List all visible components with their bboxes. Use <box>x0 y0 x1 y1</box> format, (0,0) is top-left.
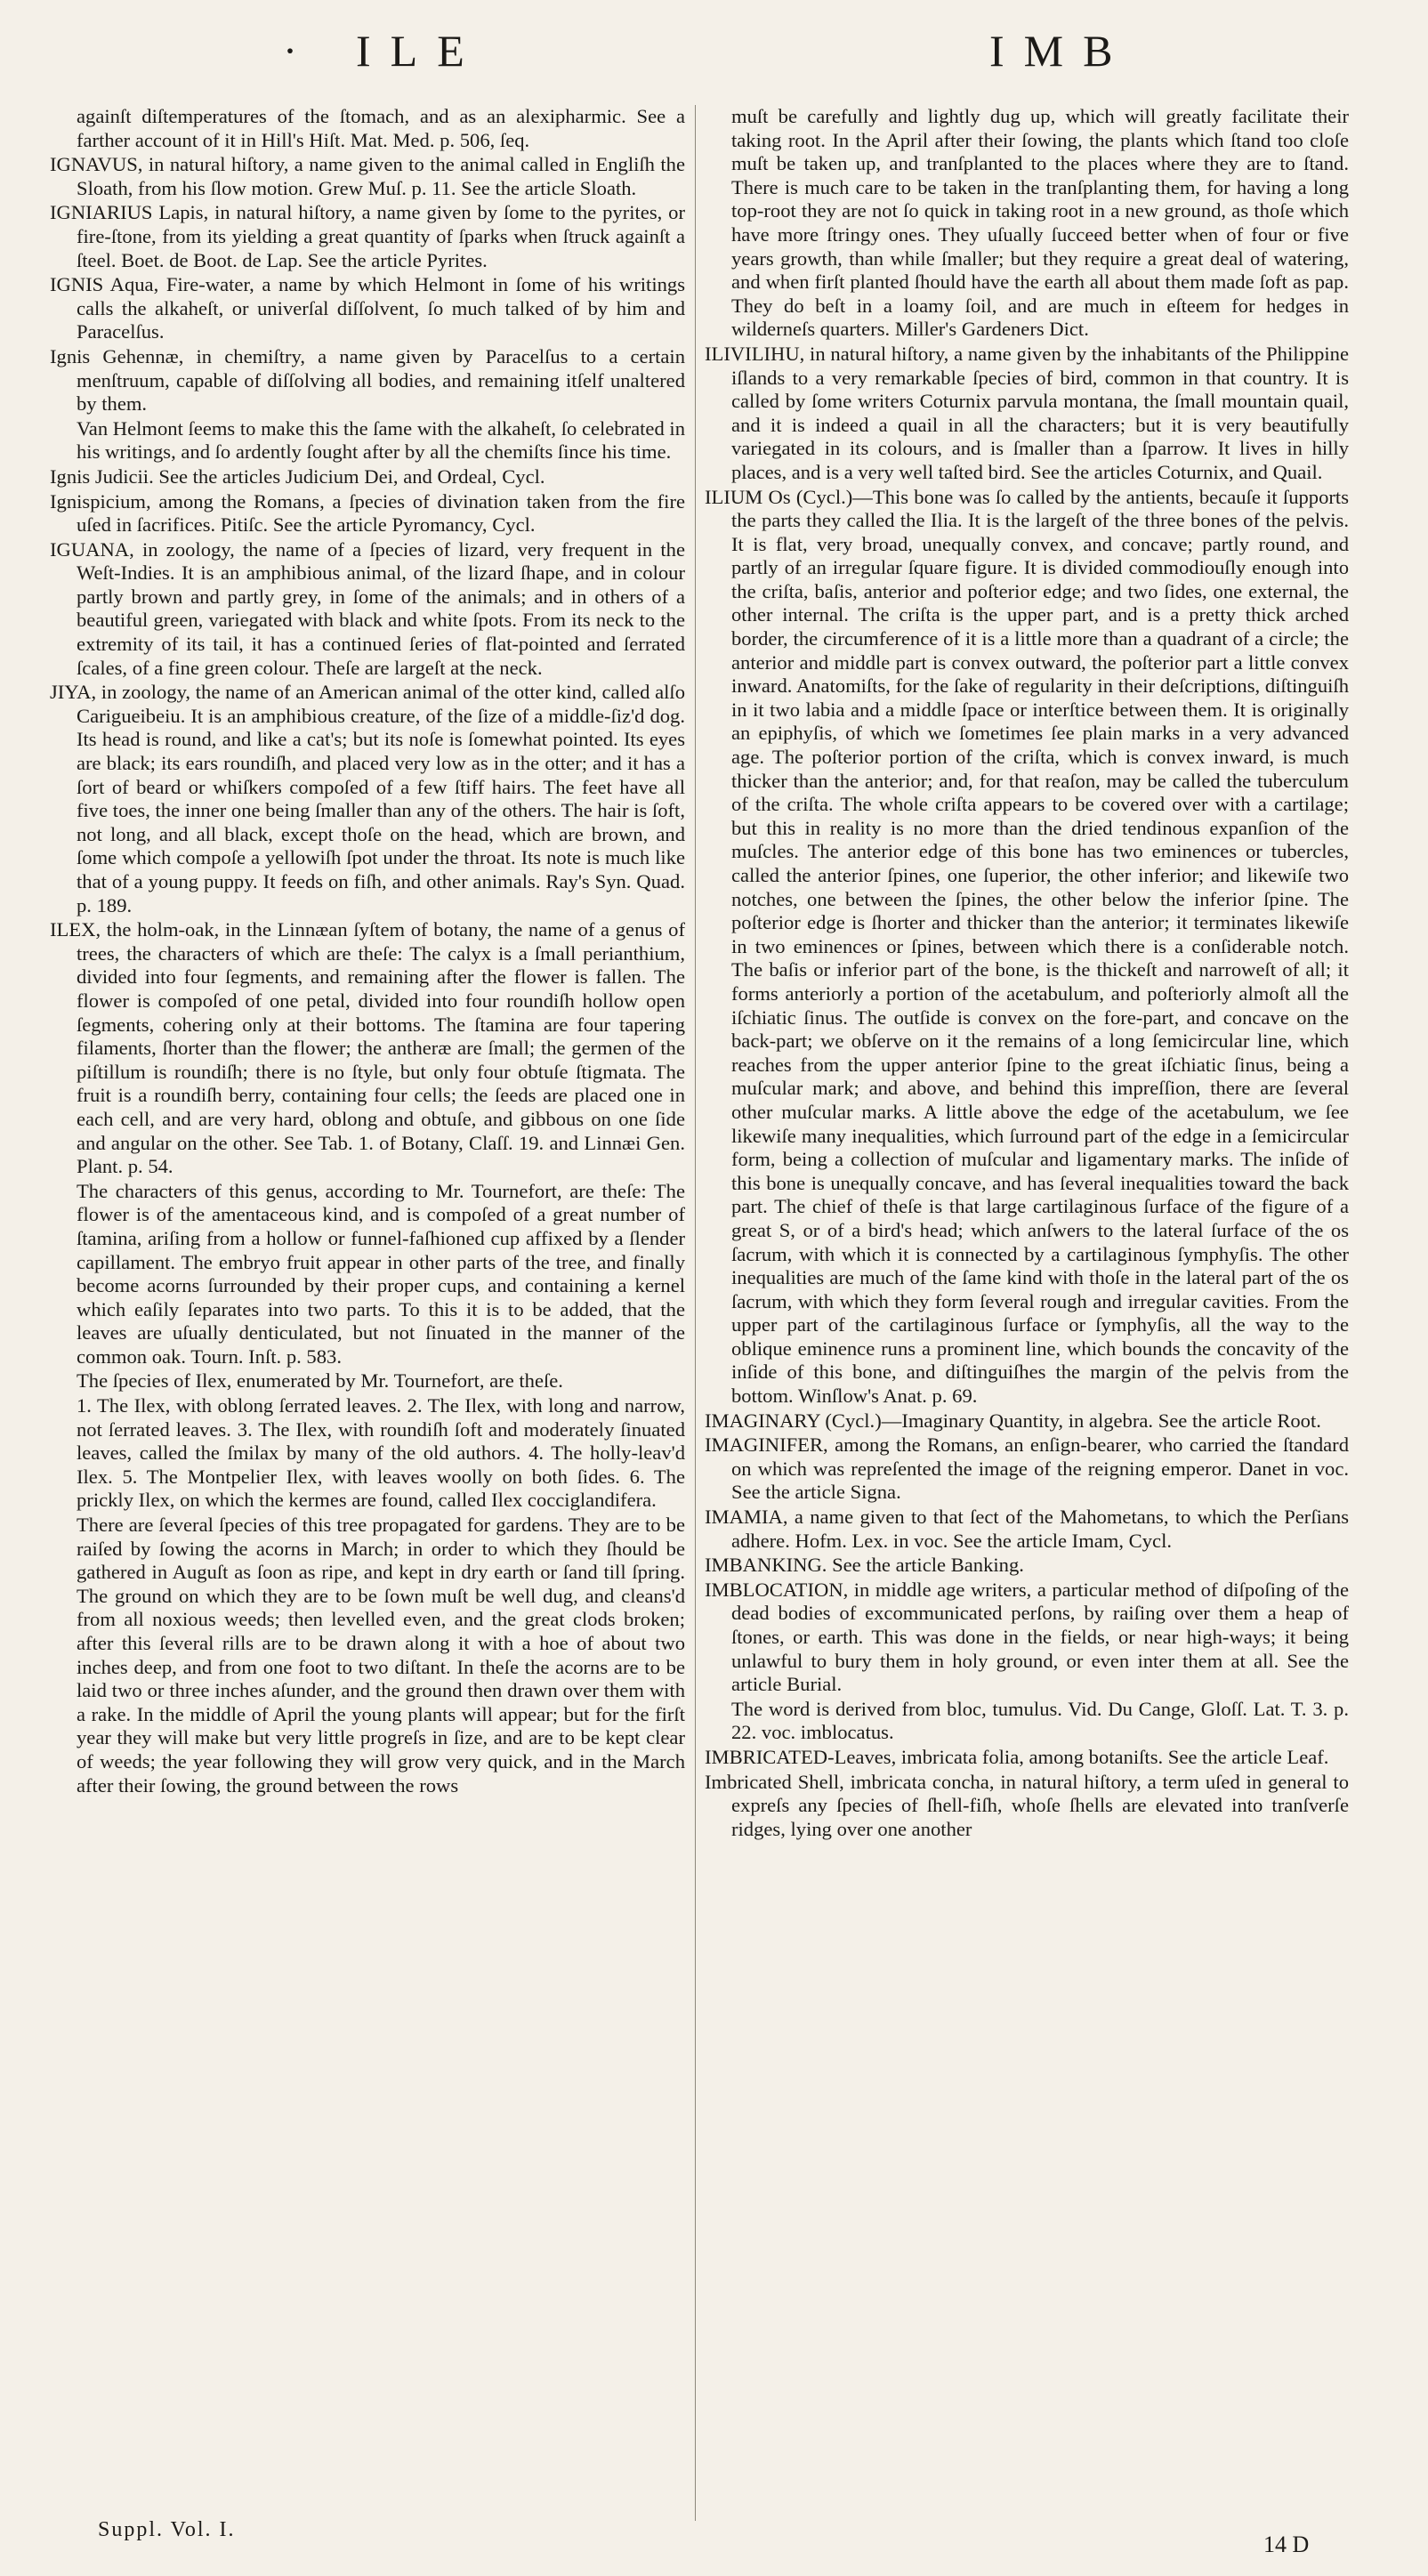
dictionary-entry: Ignis Judicii. See the articles Judicium Dei, and Ordeal, Cycl. <box>50 464 545 488</box>
dictionary-entry: IMAMIA, a name given to that ſect of the Mahometans, to which the Perſians adhere. Hofm. Lex. in voc. See the article Imam, Cycl. <box>705 1506 1349 1552</box>
dictionary-entry: ILIUM Os (Cycl.)—This bone was ſo called by the antients, becauſe it ſupports the parts they called the Ilia. It is the largeſt of the three bones of the pelvis. It is flat, very broad, unequally convex, and concave; partly round, and partly of an irregular ſquare figure. It is divided commodiouſly enough into the criſta, baſis, anterior and poſterior edge; and two ſides, one external, the other internal. The criſta is the upper part, and is a pretty thick arched border, the circumference of it is a little more than a quadrant of a circle; the anterior and middle part is convex outward, the poſterior part a little convex inward. Anatomiſts, for the ſake of regularity in their deſcriptions, diſtinguiſh in it two labia and a middle ſpace or interſtice between them. It is originally an epiphyſis, of which we ſometimes ſee plain marks in a very advanced age. The poſterior portion of the criſta, which is convex inward, is much thicker than the anterior; and, for that reaſon, may be called the tuberculum of the criſta. The whole criſta appears to be covered over with a cartilage; but this in reality is no more than the dried tendinous expanſion of the muſcles. The anterior edge of this bone has two eminences or tubercles, called the anterior ſpines, one ſuperior, the other inferior; and likewiſe two notches, one between the ſpines, the other below the inferior ſpine. The poſterior edge is ſhorter and thicker than the anterior; it terminates likewiſe in two eminences or ſpines, between which there is a conſiderable notch. The baſis or inferior part of the bone, is the thickeſt and narroweſt of all; it forms anteriorly a portion of the acetabulum, and poſteriorly almoſt all the iſchiatic ſinus. The outſide is convex on the fore-part, and concave on the back-part; we obſerve on it the remains of a long ſemicircular line, which reaches from the upper anterior ſpine to the great iſchiatic ſinus, being a muſcular mark; and above, and behind this impreſſion, there are ſeveral other muſcular marks. A little above the edge of the acetabulum, we ſee likewiſe many inequalities, which ſurround part of the edge in a ſemicircular form, being a collection of muſcular and ligamentary marks. The inſide of this bone is unequally concave, and has ſeveral inequalities toward the back part. The chief of theſe is that large cartilaginous ſurface of the figure of a great S, or of a bird's head; which anſwers to the lateral ſurface of the os ſacrum, with which it is connected by a cartilaginous ſymphyſis. The other inequalities are much of the ſame kind with thoſe in the lateral part of the os ſacrum, with which they form ſeveral rough and irregular cavities. From the upper part of the cartilaginous ſurface or ſymphyſis, all the way to the oblique eminence runs a prominent line, which bounds the concavity of the inſide of this bone, and diſtinguiſhes the margin of the pelvis from the bottom. Winſlow's Anat. p. 69. <box>705 485 1349 1408</box>
dictionary-entry: IMBRICATED-Leaves, imbricata folia, among botaniſts. See the article Leaf. <box>705 1745 1329 1768</box>
running-head-right: IMB <box>989 26 1133 76</box>
dictionary-entry: Ignispicium, among the Romans, a ſpecies of divination taken from the fire uſed in ſacrifices. Pitiſc. See the article Pyromancy, Cycl. <box>50 489 685 537</box>
entry-paragraph: 1. The Ilex, with oblong ſerrated leaves. 2. The Ilex, with long and narrow, not ſerrated leaves. 3. The Ilex, with roundiſh ſoft and moderately ſinuated leaves, called the ſmilax by many of the old authors. 4. The holly-leav'd Ilex. 5. The Montpelier Ilex, with leaves woolly on both ſides. 6. The prickly Ilex, on which the kermes are found, called Ilex cocciglandifera. <box>77 1394 685 1512</box>
entry-paragraph: muſt be carefully and lightly dug up, which will greatly facilitate their taking root. In the April after their ſowing, the plants which ſtand too cloſe muſt be taken up, and tranſplanted to the places where they are to ſtand. There is much care to be taken in the tranſplanting them, for having a long top-root they are not ſo quick in taking root in a new ground, as thoſe which have more ſtringy ones. They uſually ſucceed better when of four or five years growth, than while ſmaller; but they require a great deal of watering, and when firſt planted ſhould have the earth all about them made ſoft as pap. They do beſt in a loamy ſoil, and are much in eſteem for hedges in wilderneſs quarters. Miller's Gardeners Dict. <box>731 105 1349 341</box>
dictionary-entry: IMBANKING. See the article Banking. <box>705 1554 1024 1577</box>
entry-paragraph: The characters of this genus, according to Mr. Tournefort, are theſe: The flower is of the amentaceous kind, and is compoſed of a great number of ſtamina, ariſing from a hollow or funnel-faſhioned cup affixed by a ſlender capillament. The embryo fruit appear in other parts of the tree, and finally become acorns ſurrounded by their proper cups, and containing a kernel which eaſily ſeparates into two parts. To this it is to be added, that the leaves are uſually denticulated, but not ſinuated in the manner of the common oak. Tourn. Inſt. p. 583. <box>77 1179 685 1368</box>
dictionary-entry: IGUANA, in zoology, the name of a ſpecies of lizard, very frequent in the Weſt-Indies. It is an amphibious animal, of the lizard ſhape, and in colour partly brown and partly grey, in ſome of the animals; and in others of a beautiful green, variegated with black and white ſpots. From its neck to the extremity of its tail, it has a continued ſeries of flat-pointed and ſerrated ſcales, of a fine green colour. Theſe are largeſt at the neck. <box>50 537 685 679</box>
entry-paragraph: The ſpecies of Ilex, enumerated by Mr. Tournefort, are theſe. <box>77 1369 563 1393</box>
dictionary-entry: IMAGINIFER, among the Romans, an enſign-bearer, who carried the ſtandard on which was repreſented the image of the reigning emperor. Danet in voc. See the article Signa. <box>705 1433 1349 1504</box>
dictionary-entry: JIYA, in zoology, the name of an American animal of the otter kind, called alſo Carigueibeiu. It is an amphibious creature, of the ſize of a middle-ſiz'd dog. Its head is round, and like a cat's; but its noſe is ſomewhat pointed. Its eyes are black; its ears roundiſh, and placed very low as in the otter; and it has a ſort of beard or whiſkers compoſed of a few ſtiff hairs. The feet have all five toes, the inner one being ſmaller than any of the others. The hair is ſoft, not long, and all black, except thoſe on the head, which are brown, and ſome which compoſe a yellowiſh ſpot under the throat. Its note is much like that of a young puppy. It feeds on fiſh, and other animals. Ray's Syn. Quad. p. 189. <box>50 681 685 917</box>
dictionary-entry: Imbricated Shell, imbricata concha, in natural hiſtory, a term uſed in general to expreſs any ſpecies of ſhell-fiſh, whoſe ſhells are elevated into tranſverſe ridges, lying over one another <box>705 1770 1349 1840</box>
column-rule <box>695 105 696 2521</box>
entry-paragraph: There are ſeveral ſpecies of this tree propagated for gardens. They are to be raiſed by ſowing the acorns in March; in order to which they ſhould be gathered in Auguſt as ſoon as ripe, and kept in dry earth or ſand till ſpring. The ground on which they are to be ſown muſt be well dug, and cleans'd from all noxious weeds; then levelled even, and the great clods broken; after this ſeveral rills are to be drawn along it with a hoe of about two inches deep, and from one foot to two diſtant. In theſe the acorns are to be laid two or three inches aſunder, and the ground then drawn over them with a rake. In the middle of April the young plants will appear; but for the firſt year they will make but very little progreſs in ſize, and are to be kept clear of weeds; the year following they will grow very quick, and in the March after their ſowing, the ground between the rows <box>77 1514 685 1797</box>
dictionary-entry: IGNIARIUS Lapis, in natural hiſtory, a name given by ſome to the pyrites, or fire-ſtone, from its yielding a great quantity of ſparks when ſtruck againſt a ſteel. Boet. de Boot. de Lap. See the article Pyrites. <box>50 201 685 271</box>
dictionary-entry: ILIVILIHU, in natural hiſtory, a name given by the inhabitants of the Philippine iſlands to a very remarkable ſpecies of bird, common in that country. It is called by ſome writers Coturnix parvula montana, the ſmall mountain quail, and it is indeed a quail in all the characters; but it is very beautifully variegated in its colours, and is ſmaller than a ſparrow. It lives in hilly places, and is a very well taſted bird. See the articles Coturnix, and Quail. <box>705 342 1349 483</box>
entry-paragraph: againſt diſtemperatures of the ſtomach, and as an alexipharmic. See a farther account of it in Hill's Hiſt. Mat. Med. p. 506, ſeq. <box>77 105 685 151</box>
entry-paragraph: Van Helmont ſeems to make this the ſame with the alkaheſt, ſo celebrated in his writings, and ſo ardently ſought after by all the chemiſts ſince his time. <box>77 416 685 464</box>
entry-paragraph: The word is derived from bloc, tumulus. Vid. Du Cange, Gloſſ. Lat. T. 3. p. 22. voc. imblocatus. <box>731 1697 1349 1744</box>
right-column <box>705 105 1349 1842</box>
dictionary-entry: Ignis Gehennæ, in chemiſtry, a name given by Paracelſus to a certain menſtruum, capable of diſſolving all bodies, and remaining itſelf unaltered by them. <box>50 344 685 416</box>
dictionary-entry: IGNIS Aqua, Fire-water, a name by which Helmont in ſome of his writings calls the alkaheſt, or univerſal diſſolvent, ſo much talked of by him and Paracelſus. <box>50 273 685 343</box>
page-signature: 14 D <box>1263 2532 1310 2557</box>
running-head-left: ILE <box>356 26 484 76</box>
header-dot: · <box>283 28 297 75</box>
dictionary-entry: IGNAVUS, in natural hiſtory, a name given to the animal called in Engliſh the Sloath, from his ſlow motion. Grew Muſ. p. 11. See the article Sloath. <box>50 153 685 199</box>
dictionary-entry: ILEX, the holm-oak, in the Linnæan ſyſtem of botany, the name of a genus of trees, the characters of which are theſe: The calyx is a ſmall perianthium, divided into four ſegments, and remaining after the flower is fallen. The flower is compoſed of one petal, divided into four roundiſh hollow open ſegments, cohering only at their bottoms. The ſtamina are four tapering filaments, ſhorter than the flower; the antheræ are ſmall; the germen of the piſtillum is roundiſh; there is no ſtyle, but only four obtuſe ſtigmata. The fruit is a roundiſh berry, containing four cells; the ſeeds are placed one in each cell, and are very hard, oblong and obtuſe, and gibbous on one ſide and angular on the other. See Tab. 1. of Botany, Claſſ. 19. and Linnæi Gen. Plant. p. 54. <box>50 918 685 1178</box>
dictionary-entry: IMBLOCATION, in middle age writers, a particular method of diſpoſing of the dead bodies of excommunicated perſons, by raiſing over them a heap of ſtones, or earth. This was done in the fields, or near high-ways; it being unlawful to bury them in holy ground, or even inter them at all. See the article Burial. <box>705 1578 1349 1696</box>
signature-mark: Suppl. Vol. I. <box>98 2518 236 2541</box>
dictionary-entry: IMAGINARY (Cycl.)—Imaginary Quantity, in algebra. See the article Root. <box>705 1409 1321 1432</box>
left-column <box>50 105 685 1798</box>
